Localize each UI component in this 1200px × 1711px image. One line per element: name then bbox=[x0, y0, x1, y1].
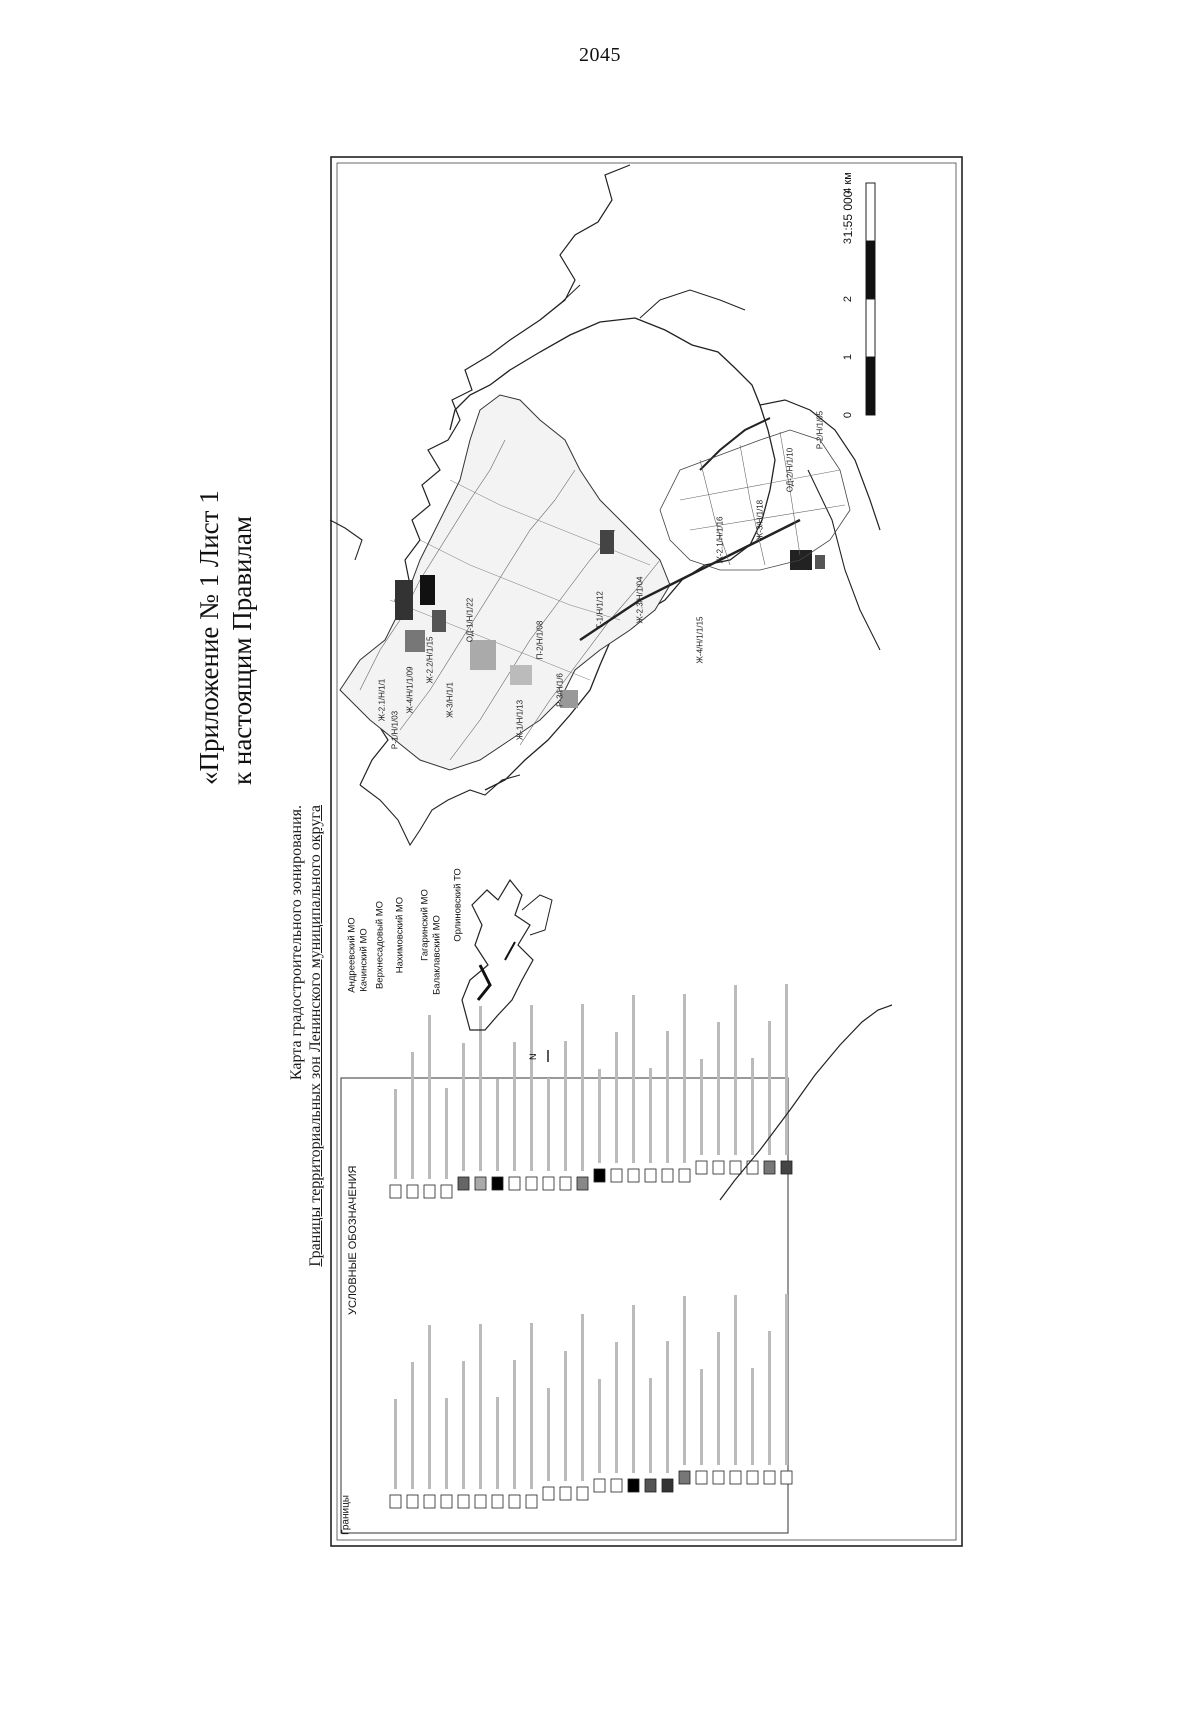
appendix-line-2: к настоящим Правилам bbox=[227, 516, 257, 785]
legend bbox=[341, 984, 792, 1533]
legend-swatch bbox=[713, 1471, 724, 1484]
inset-label: Орлиновский ТО bbox=[452, 868, 464, 942]
scale-bar bbox=[866, 183, 875, 415]
legend-swatch bbox=[390, 1185, 401, 1198]
scale-tick-label: 3 bbox=[842, 237, 854, 245]
scale-tick-label: 4 км bbox=[842, 172, 854, 194]
legend-swatch bbox=[543, 1487, 554, 1500]
legend-swatch bbox=[458, 1495, 469, 1508]
zone-code-label: Т-1/Н/1/12 bbox=[595, 591, 605, 629]
inset-label: Нахимовский МО bbox=[394, 896, 406, 974]
legend-heading: УСЛОВНЫЕ ОБОЗНАЧЕНИЯ bbox=[347, 1165, 359, 1315]
legend-swatch bbox=[594, 1169, 605, 1182]
inset-label: Гагаринский МО bbox=[419, 889, 431, 961]
legend-swatch bbox=[781, 1161, 792, 1174]
inset-label: Балаклавский МО bbox=[431, 915, 443, 995]
legend-swatch bbox=[645, 1479, 656, 1492]
legend-swatch bbox=[441, 1185, 452, 1198]
legend-swatch bbox=[594, 1479, 605, 1492]
legend-swatch bbox=[526, 1495, 537, 1508]
scale-tick-label: 0 bbox=[842, 411, 854, 419]
legend-swatch bbox=[679, 1471, 690, 1484]
legend-swatch bbox=[475, 1177, 486, 1190]
zone-code-label: П-2/Н/1/08 bbox=[535, 620, 545, 660]
zone-code-label: ОД-1/Н/1/22 bbox=[465, 597, 475, 643]
municipal-district-territory bbox=[330, 165, 880, 845]
inset-label: Андреевский МО bbox=[346, 917, 358, 993]
legend-swatch bbox=[475, 1495, 486, 1508]
legend-swatch bbox=[441, 1495, 452, 1508]
urban-area bbox=[340, 395, 670, 770]
inset-north-label: N bbox=[528, 1053, 538, 1060]
inset-label: Качинский МО bbox=[358, 928, 370, 992]
legend-swatch bbox=[662, 1169, 673, 1182]
legend-swatch bbox=[696, 1161, 707, 1174]
legend-swatch bbox=[492, 1177, 503, 1190]
legend-swatch bbox=[577, 1487, 588, 1500]
zone-code-label: Р-1/Н/1/03 bbox=[390, 710, 400, 750]
legend-swatch bbox=[679, 1169, 690, 1182]
legend-swatch bbox=[662, 1479, 673, 1492]
zone-code-label: Р-3/Н/1/6 bbox=[555, 673, 565, 707]
page-number: 2045 bbox=[579, 44, 621, 66]
zone-code-label: Ж-3/Н/1/18 bbox=[755, 499, 765, 541]
legend-swatch bbox=[764, 1471, 775, 1484]
legend-swatch bbox=[526, 1177, 537, 1190]
zone-code-label: Ж-2.1/Н/1/1 bbox=[377, 678, 387, 722]
legend-swatch bbox=[577, 1177, 588, 1190]
zone-code-label: ОД-2/Н/1/10 bbox=[785, 447, 795, 493]
legend-swatch bbox=[696, 1471, 707, 1484]
zone-code-label: Ж-4/Н/1/1/15 bbox=[695, 616, 705, 664]
legend-swatch bbox=[492, 1495, 503, 1508]
zone-code-label: Ж-4/Н/1/1/09 bbox=[405, 666, 415, 714]
legend-swatch bbox=[611, 1169, 622, 1182]
zone-code-label: Ж-3/Н/1/1 bbox=[445, 682, 455, 718]
legend-swatch bbox=[424, 1185, 435, 1198]
legend-swatch bbox=[509, 1177, 520, 1190]
legend-swatch bbox=[560, 1177, 571, 1190]
zone-code-label: Ж-1/Н/1/13 bbox=[515, 699, 525, 741]
legend-swatch bbox=[424, 1495, 435, 1508]
legend-swatch bbox=[509, 1495, 520, 1508]
inset-label: Верхнесадовый МО bbox=[374, 900, 386, 990]
legend-swatch bbox=[407, 1185, 418, 1198]
legend-swatch bbox=[781, 1471, 792, 1484]
zone-code-label: Р-2/Н/1/05 bbox=[815, 410, 825, 450]
inset-outline bbox=[462, 880, 533, 1030]
legend-swatch bbox=[628, 1169, 639, 1182]
map-title: Карта градостроительного зонирования. bbox=[288, 805, 305, 1081]
legend-swatch bbox=[611, 1479, 622, 1492]
legend-swatch bbox=[764, 1161, 775, 1174]
scale-tick-label: 2 bbox=[842, 295, 854, 303]
zone-code-label: Ж-2.3/Н/1/04 bbox=[635, 576, 645, 624]
legend-swatch bbox=[407, 1495, 418, 1508]
legend-swatch bbox=[390, 1495, 401, 1508]
zone-code-label: Ж-2.2/Н/1/15 bbox=[425, 636, 435, 684]
scale-tick-label: 1 bbox=[842, 353, 854, 361]
inset-overview-map bbox=[462, 880, 552, 1062]
legend-swatch bbox=[730, 1471, 741, 1484]
legend-swatch bbox=[747, 1471, 758, 1484]
legend-swatch bbox=[645, 1169, 656, 1182]
zone-code-label: Ж-2.1/Н/1/16 bbox=[715, 516, 725, 564]
legend-swatch bbox=[560, 1487, 571, 1500]
legend-borders-label: Границы bbox=[340, 1495, 352, 1535]
scale-ratio: 1:55 000 bbox=[841, 190, 855, 238]
map-subtitle: Границы территориальных зон Ленинского муниципального округа bbox=[307, 805, 324, 1267]
legend-swatch bbox=[543, 1177, 554, 1190]
legend-swatch bbox=[458, 1177, 469, 1190]
legend-swatch bbox=[713, 1161, 724, 1174]
legend-swatch bbox=[628, 1479, 639, 1492]
appendix-line-1: «Приложение № 1 Лист 1 bbox=[194, 490, 224, 785]
legend-swatch bbox=[730, 1161, 741, 1174]
